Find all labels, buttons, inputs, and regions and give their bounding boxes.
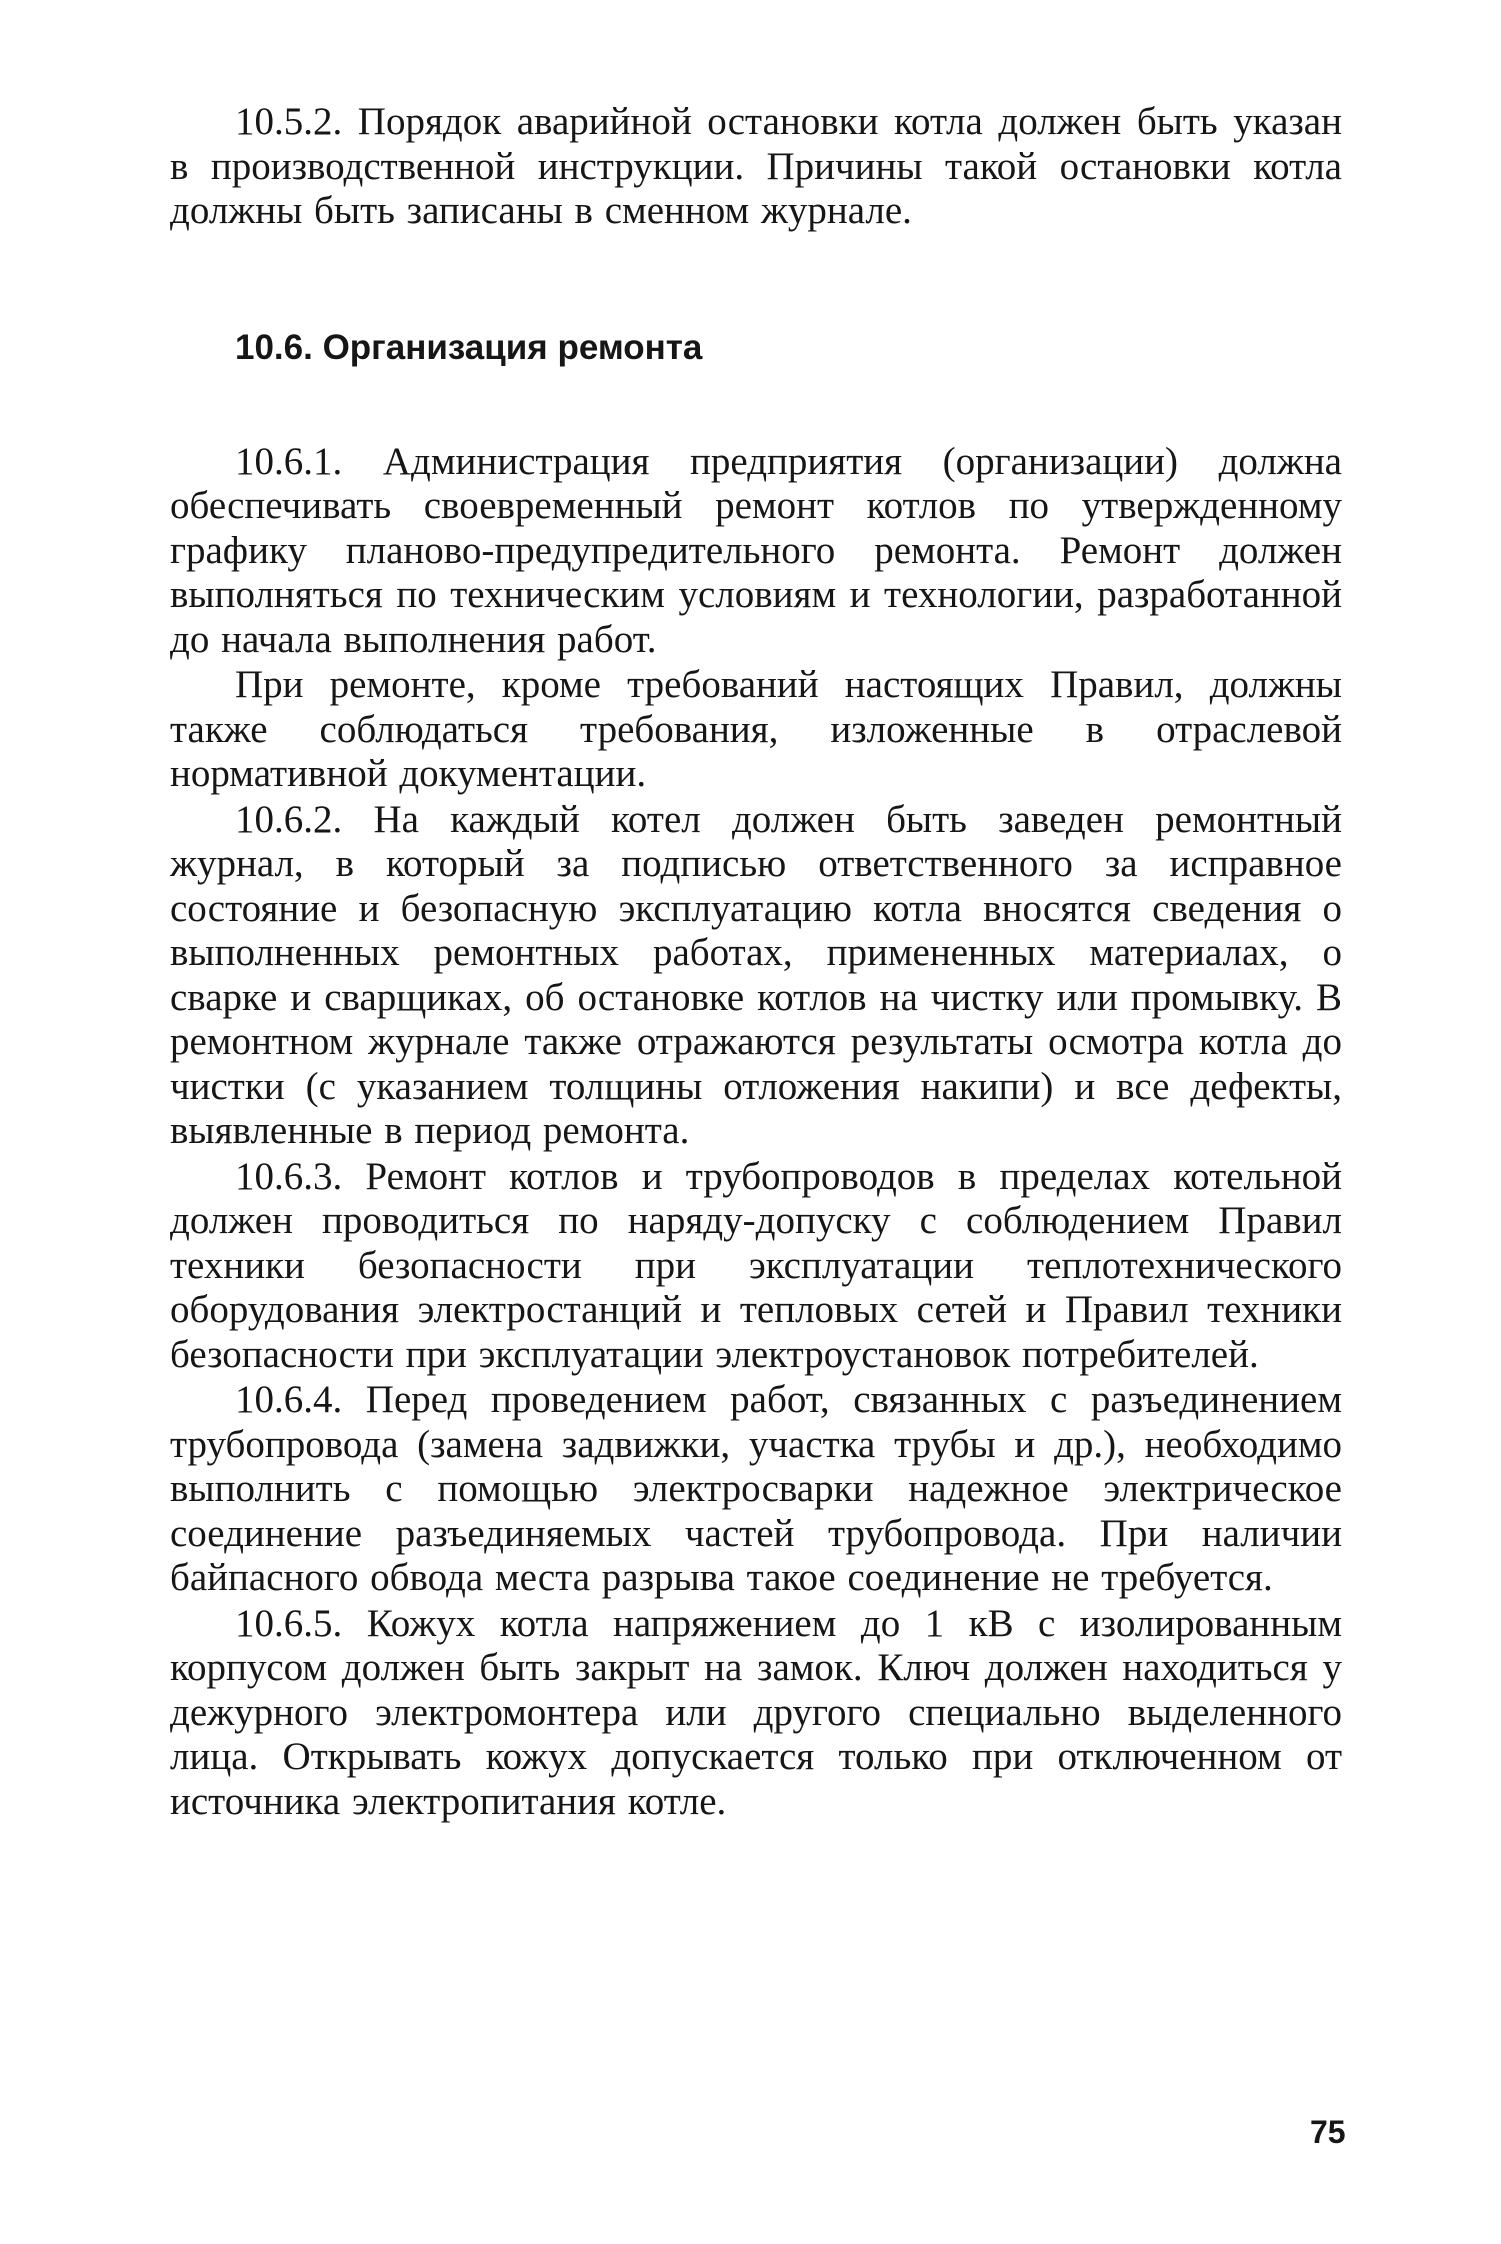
paragraph-10-6-3: 10.6.3. Ремонт котлов и трубопроводов в пределах котельной должен проводиться по наряду-допуску с соблюдением Правил техники безопасности при эксплуатации теплотехнического оборудования электростанций и тепловых сетей и Правил техники безопасности при эксплуатации электроустановок потребителей.: [170, 1154, 1342, 1376]
page-number: 75: [1310, 2114, 1346, 2150]
paragraph-10-6-4: 10.6.4. Перед проведением работ, связанных с разъединением трубопровода (замена задвижки, участка трубы и др.), необходимо выполнить с помощью электросварки надежное электрическое соединение разъединяемых частей трубопровода. При наличии байпасного обвода места разрыва такое соединение не требуется.: [170, 1378, 1342, 1599]
document-page: [170, 100, 1342, 1824]
paragraph-10-5-2: 10.5.2. Порядок аварийной остановки котла должен быть указан в производственной инструкции. Причины такой остановки котла должны быть записаны в сменном журнале.: [170, 100, 1342, 232]
paragraph-10-6-1: 10.6.1. Администрация предприятия (организации) должна обеспечивать своевременный ремонт котлов по утвержденному графику планово-предупредительного ремонта. Ремонт должен выполняться по техническим условиям и технологии, разработанной до начала выполнения работ.: [170, 439, 1342, 661]
paragraph-10-6-2: 10.6.2. На каждый котел должен быть заведен ремонтный журнал, в который за подписью ответственного за исправное состояние и безопасную эксплуатацию котла вносятся сведения о выполненных ремонтных работах, примененных материалах, о сварке и сварщиках, об остановке котлов на чистку или промывку. В ремонтном журнале также отражаются результаты осмотра котла до чистки (с указанием толщины отложения накипи) и все дефекты, выявленные в период ремонта.: [170, 797, 1342, 1152]
section-heading: 10.6. Организация ремонта: [235, 327, 703, 367]
paragraph-rules: При ремонте, кроме требований настоящих Правил, должны также соблюдаться требования, изложенные в отраслевой нормативной документации.: [170, 663, 1342, 795]
paragraph-10-6-5: 10.6.5. Кожух котла напряжением до 1 кВ с изолированным корпусом должен быть закрыт на замок. Ключ должен находиться у дежурного электромонтера или другого специально выделенного лица. Открывать кожух допускается только при отключенном от источника электропитания котле.: [170, 1601, 1342, 1823]
